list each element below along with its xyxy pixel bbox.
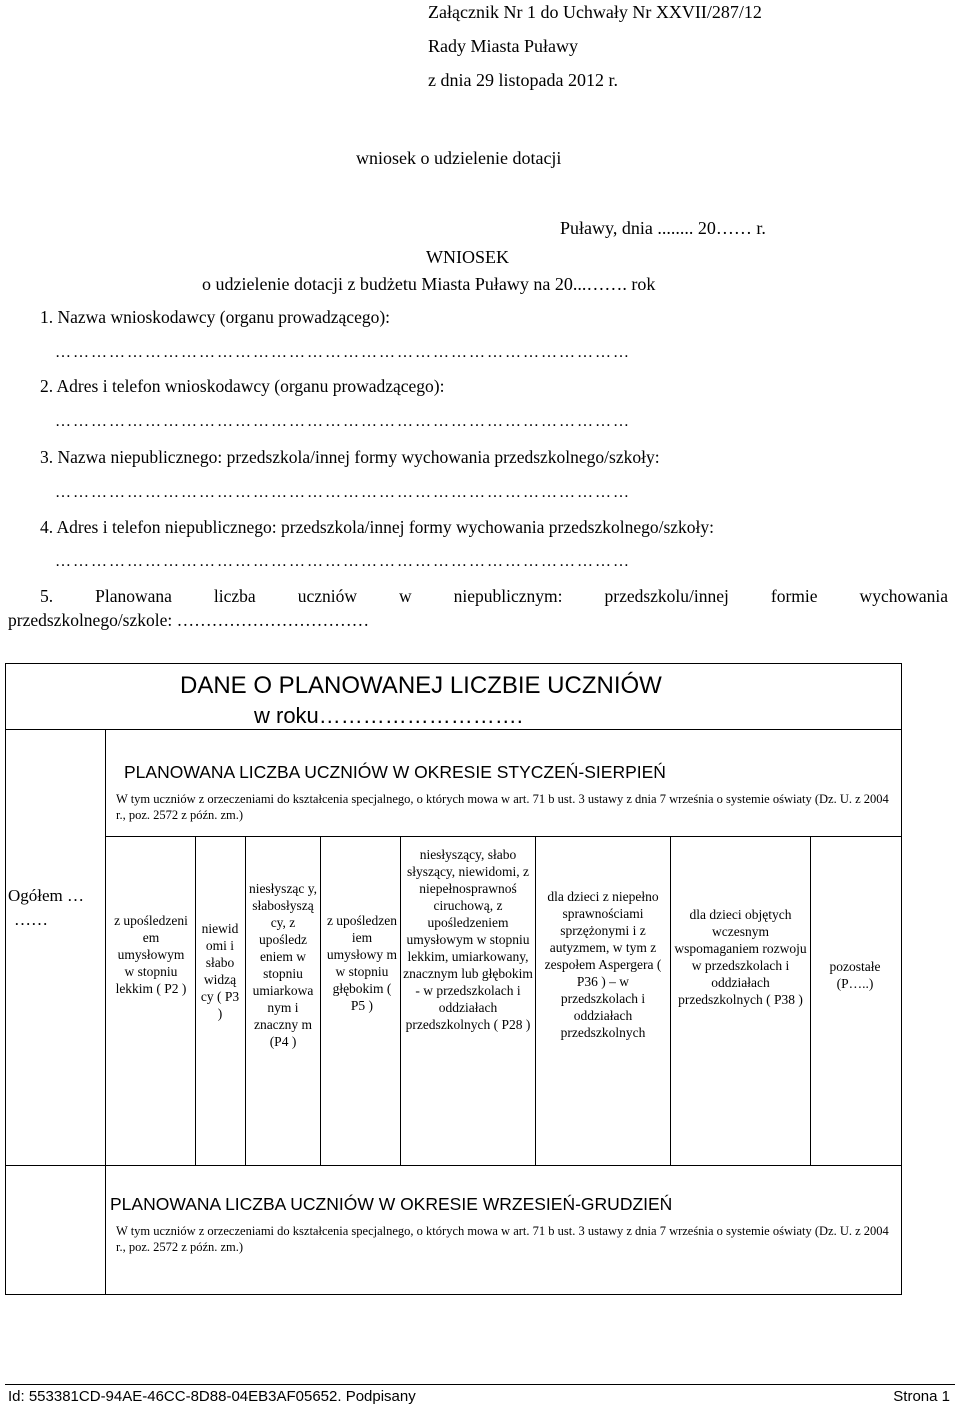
col-divider-total (105, 729, 106, 1165)
dotted-line-2: …………………………………………………………………………………… (55, 413, 631, 430)
table-divider-1 (5, 729, 902, 730)
column-other: pozostałe (P…..) (829, 959, 881, 991)
period-2-note: W tym uczniów z orzeczeniami do kształcenia specjalnego, o których mowa w art. 71 b ust. 3 ustawy z dnia 7 września o systemie oświaty (Dz. U. z 2004 r., poz. 2572 z późn. zm.) (116, 1224, 889, 1254)
subtitle: o udzielenie dotacji z budżetu Miasta Puławy na 20...……. rok (202, 274, 656, 294)
doc-subject: wniosek o udzielenie dotacji (356, 148, 562, 168)
dotted-line-1: …………………………………………………………………………………… (55, 344, 631, 361)
col-divider-6 (670, 836, 671, 1165)
column-p28: niesłyszący, słabo słyszący, niewidomi, z niepełnosprawnoś ciruchową, z upośledzeniem umysłowym w stopniu lekkim, umiarkowany, znacznym lub głębokim - w przedszkolach i oddziałach przedszkolnych ( P28 ) (403, 847, 533, 1032)
section-5-line-2: przedszkolnego/szkole: …………………………… (8, 610, 370, 630)
section-5-line-1: 5. Planowana liczba uczniów w niepublicznym: przedszkolu/innej formie wychowania (40, 586, 948, 606)
section-1: 1. Nazwa wnioskodawcy (organu prowadzącego): (40, 307, 391, 327)
total-label: Ogółem … (8, 886, 85, 905)
dotted-line-4: …………………………………………………………………………………… (55, 553, 631, 570)
column-p36: dla dzieci z niepełno sprawnościami sprzężonymi i z autyzmem, w tym z zespołem Aspergera ( P36 ) – w przedszkolach i oddziałach przedszkolnych (544, 889, 662, 1040)
table-divider-2 (105, 836, 902, 837)
col-divider-4 (400, 836, 401, 1165)
dotted-line-3: …………………………………………………………………………………… (55, 484, 631, 501)
table-divider-3 (5, 1165, 902, 1166)
total-dots: …… (14, 910, 48, 929)
col-divider-7 (810, 836, 811, 1165)
footer-id: Id: 553381CD-94AE-46CC-8D88-04EB3AF05652. Podpisany (8, 1388, 416, 1405)
col-divider-3 (320, 836, 321, 1165)
header-line-3: z dnia 29 listopada 2012 r. (428, 70, 618, 90)
column-p3: niewid omi i słabo widzą cy ( P3 ) (200, 921, 240, 1021)
place-date: Puławy, dnia ........ 20…… r. (560, 218, 766, 238)
period-1-title: PLANOWANA LICZBA UCZNIÓW W OKRESIE STYCZEŃ-SIERPIEŃ (124, 762, 666, 782)
column-p38: dla dzieci objętych wczesnym wspomaganiem rozwoju w przedszkolach i oddziałach przedszkolnych ( P38 ) (674, 907, 807, 1007)
table-heading: DANE O PLANOWANEJ LICZBIE UCZNIÓW (180, 672, 662, 699)
table-year-line: w roku………………………. (254, 703, 523, 728)
col-divider-5 (535, 836, 536, 1165)
col-divider-lower (105, 1165, 106, 1295)
section-3: 3. Nazwa niepublicznego: przedszkola/innej formy wychowania przedszkolnego/szkoły: (40, 447, 660, 467)
section-2: 2. Adres i telefon wnioskodawcy (organu prowadzącego): (40, 376, 445, 396)
column-p2: z upośledzeni em umysłowym w stopniu lekkim ( P2 ) (114, 913, 188, 996)
footer-page: Strona 1 (893, 1388, 950, 1405)
period-2-title: PLANOWANA LICZBA UCZNIÓW W OKRESIE WRZESIEŃ-GRUDZIEŃ (110, 1194, 673, 1214)
column-p4: niesłysząc y, słabosłyszą cy, z upośledz eniem w stopniu umiarkowa nym i znaczny m (P4 ) (248, 881, 318, 1049)
header-line-2: Rady Miasta Puławy (428, 36, 578, 56)
period-1-note: W tym uczniów z orzeczeniami do kształcenia specjalnego, o których mowa w art. 71 b ust. 3 ustawy z dnia 7 września o systemie oświaty (Dz. U. z 2004 r., poz. 2572 z późn. zm.) (116, 792, 889, 822)
section-4: 4. Adres i telefon niepublicznego: przedszkola/innej formy wychowania przedszkolnego/szkoły: (40, 517, 715, 537)
footer-divider (5, 1384, 955, 1385)
col-divider-2 (245, 836, 246, 1165)
col-divider-1 (195, 836, 196, 1165)
title: WNIOSEK (426, 247, 509, 267)
column-p5: z upośledzen iem umysłowy m w stopniu głębokim ( P5 ) (326, 913, 398, 1013)
header-line-1: Załącznik Nr 1 do Uchwały Nr XXVII/287/12 (428, 2, 762, 22)
